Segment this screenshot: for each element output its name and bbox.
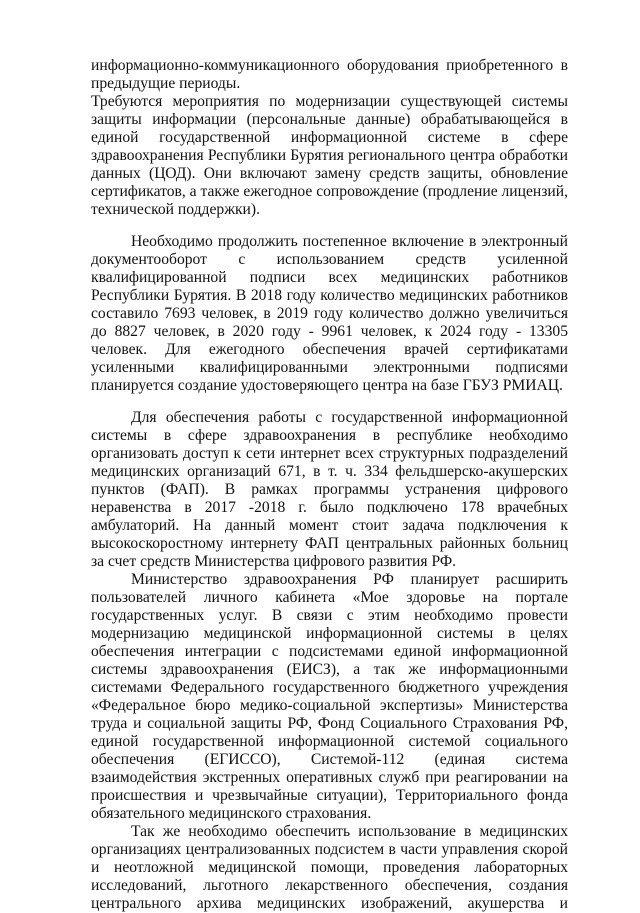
paragraph-internet-access: Для обеспечения работы с государственной информационной системы в сфере здравоохранения в республике необходимо организовать доступ к сети интернет всех структурных подразделений медицинских организаций 671, в т. ч. 334 фельдшерско-акушерских пунктов (ФАП). В рамках программы устранения цифрового неравенства в 2017 -2018 г. было подключено 178 врачебных амбулаторий. На данный момент стоит задача подключения к высокоскоростному интернету ФАП центральных районных больниц за счет средств Министерства цифрового развития РФ. xyxy=(91,409,568,570)
paragraph-integration: Министерство здравоохранения РФ планирует расширить пользователей личного кабинета «Мое здоровье на портале государственных услуг. В связи с этим необходимо провести модернизацию медицинской информационной системы в целях обеспечения интеграции с подсистемами единой информационной системы здравоохранения (ЕИСЗ), а так же информационными системами Федерального государственного бюджетного учреждения «Федеральное бюро медико-социальной экспертизы» Министерства труда и социальной защиты РФ, Фонд Социального Страхования РФ, единой государственной информационной системой социального обеспечения (ЕГИССО), Системой-112 (единая система взаимодействия экстренных оперативных служб при реагировании на происшествия и чрезвычайные ситуации), Территориального фонда обязательного медицинского страхования. xyxy=(91,571,568,822)
paragraph-electronic-signature: Необходимо продолжить постепенное включение в электронный документооборот с использованием средств усиленной квалифицированной подписи всех медицинских работников Республики Бурятия. В 2018 году количество медицинских работников составило 7693 человек, в 2019 году количество должно увеличиться до 8827 человек, в 2020 году - 9961 человек, к 2024 году - 13305 человек. Для ежегодного обеспечения врачей сертификатами усиленными квалифицированными электронными подписями планируется создание удостоверяющего центра на базе ГБУЗ РМИАЦ. xyxy=(91,233,568,394)
document-page xyxy=(91,57,568,913)
paragraph-data-protection: Требуются мероприятия по модернизации существующей системы защиты информации (персональные данные) обрабатывающейся в единой государственной информационной системе в сфере здравоохранения Республики Бурятия регионального центра обработки данных (ЦОД). Они включают замену средств защиты, обновление сертификатов, а также ежегодное сопровождение (продление лицензий, технической поддержки). xyxy=(91,93,568,218)
paragraph-centralized-subsystems: Так же необходимо обеспечить использование в медицинских организациях централизованных подсистем в части управления скорой и неотложной медицинской помощи, проведения лабораторных исследований, льготного лекарственного обеспечения, создания центрального архива медицинских изображений, акушерства и xyxy=(91,823,568,912)
paragraph-equipment-continuation: информационно-коммуникационного оборудования приобретенного в предыдущие периоды. xyxy=(91,57,568,92)
